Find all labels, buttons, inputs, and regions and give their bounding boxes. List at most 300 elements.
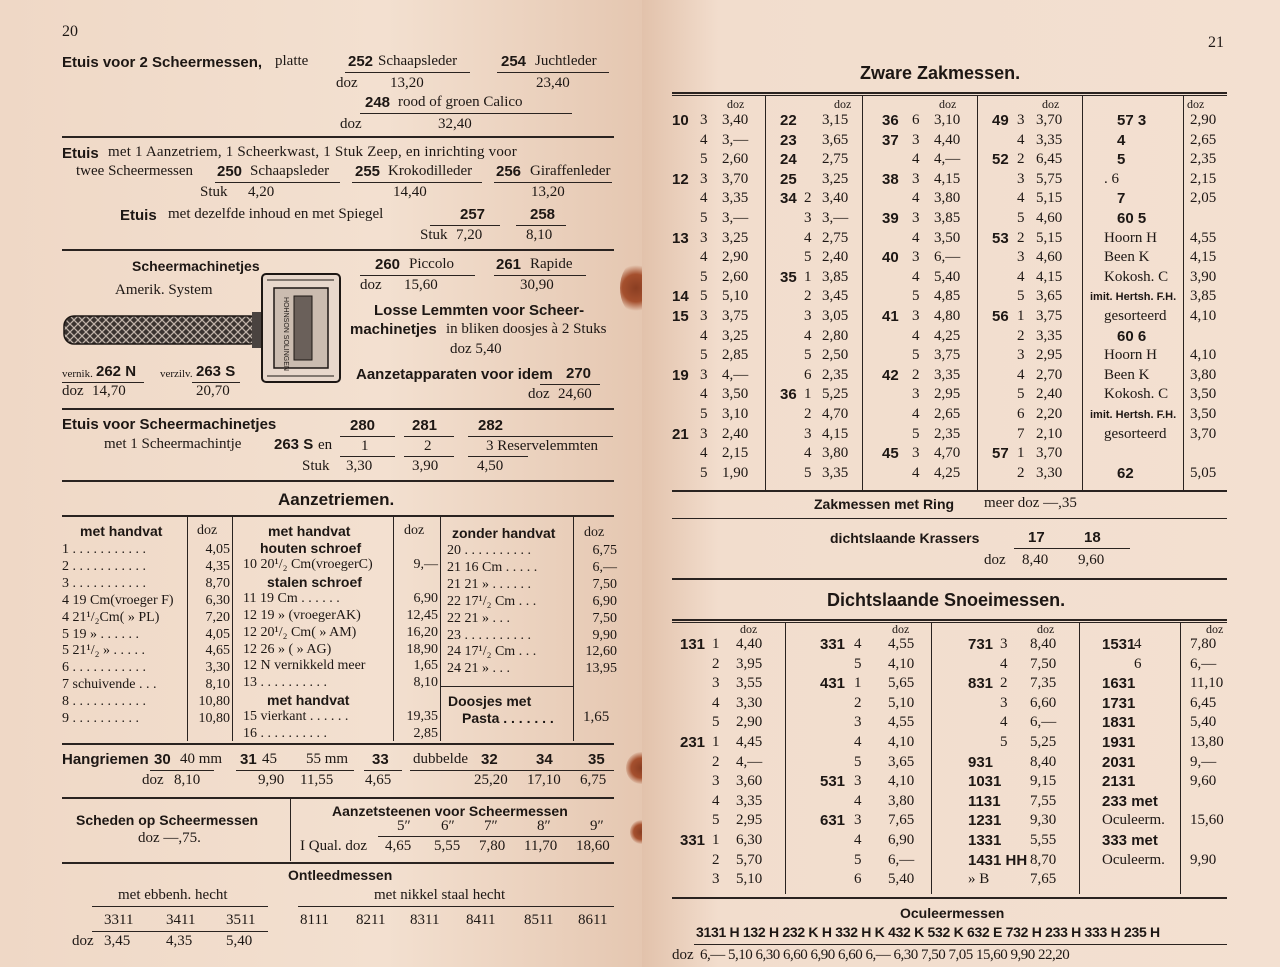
price-254: 23,40 xyxy=(536,75,570,91)
model-size: 1 xyxy=(854,675,862,692)
price: 3,50 xyxy=(722,386,749,403)
doz-label: doz xyxy=(72,933,94,949)
model-size: 4 xyxy=(1017,131,1025,148)
doz-label: doz xyxy=(142,772,164,788)
model-size: 3 xyxy=(912,210,920,226)
price: 4,60 xyxy=(1036,249,1063,266)
spiegel-label: met dezelfde inhoud en met Spiegel xyxy=(168,206,384,222)
price-32: 25,20 xyxy=(474,772,508,788)
price-35: 6,75 xyxy=(580,772,607,788)
price: 6,90 xyxy=(888,832,915,848)
price: 4,55 xyxy=(888,636,915,652)
size-40: 40 mm xyxy=(180,751,223,767)
price: 3,50 xyxy=(934,229,961,246)
price: 4,25 xyxy=(934,464,961,481)
doz-label: doz xyxy=(340,116,362,132)
scalpel-number: 3511 xyxy=(226,912,256,928)
item-256-label: Giraffenleder xyxy=(530,163,611,179)
model-size: 7 xyxy=(1017,425,1025,442)
model-number: 1731 xyxy=(1102,694,1136,712)
price: 3,— xyxy=(722,210,749,226)
col-head-doz: doz xyxy=(197,523,218,538)
price: 2,65 xyxy=(934,406,961,422)
price: 5,40 xyxy=(934,268,961,285)
model-number: 1431 HH xyxy=(968,851,1028,869)
model-size: 6 xyxy=(1017,406,1025,422)
stone-size: 5″ xyxy=(397,818,411,834)
model-size: 4 xyxy=(700,445,708,462)
model-size: 3 xyxy=(712,675,720,692)
model-number: 331 xyxy=(680,832,706,849)
model-size: 4 xyxy=(854,792,862,809)
price: 8,40 xyxy=(1030,753,1057,770)
stone-size: 8″ xyxy=(537,818,551,834)
model-label: Kokosh. C xyxy=(1104,268,1169,285)
row-label: 12 20¹/₂ Cm( » AM) xyxy=(243,624,357,640)
model-number: 39 xyxy=(882,210,899,227)
model-size: 2 xyxy=(712,655,720,672)
model-label: Been K xyxy=(1104,366,1150,383)
item-263-num: 263 S xyxy=(196,363,236,380)
price: 2,15 xyxy=(1190,170,1217,187)
model-size: 3 xyxy=(1017,112,1025,128)
model-size: 4 xyxy=(1017,190,1025,207)
price: 4,10 xyxy=(888,773,915,790)
model-number: 1231 xyxy=(968,812,1002,830)
size-55: 55 mm xyxy=(306,751,349,767)
model-size: 6 xyxy=(1134,655,1142,672)
price-248: 32,40 xyxy=(438,116,472,132)
aanzetsteenen-title: Aanzetsteenen voor Scheermessen xyxy=(332,803,568,819)
price: 3,75 xyxy=(722,308,749,324)
oculeer-prices: 6,— 5,10 6,30 6,60 6,90 6,60 6,— 6,30 7,50 7,05 15,60 9,90 22,20 xyxy=(700,947,1070,963)
model-size: 5 xyxy=(804,347,812,364)
price-18: 9,60 xyxy=(1078,552,1105,568)
item-257-num: 257 xyxy=(460,206,486,223)
row-label: 10 20¹/₂ Cm(vroegerC) xyxy=(243,557,373,572)
model-size: 3 xyxy=(712,773,720,790)
model-size: 4 xyxy=(712,694,720,711)
right-page xyxy=(642,0,1280,967)
price-17: 8,40 xyxy=(1022,552,1049,568)
price-255: 14,40 xyxy=(393,184,427,200)
price-261: 30,90 xyxy=(520,277,554,293)
row-label: 24 17¹/₂ Cm . . . xyxy=(447,644,537,660)
model-size: 4 xyxy=(912,406,920,422)
model-size: 5 xyxy=(700,288,708,305)
doz-header: doz xyxy=(1042,97,1060,111)
model-number: 531 xyxy=(820,773,846,791)
col2-head-1: met handvat xyxy=(268,523,351,539)
model-size: 3 xyxy=(1017,347,1025,364)
model-size: 3 xyxy=(700,229,708,246)
model-size: 2 xyxy=(804,406,812,422)
row-price: 8,70 xyxy=(205,575,230,591)
model-size: 3 xyxy=(1017,170,1025,187)
item-33-num: 33 xyxy=(372,751,389,768)
qty-281: 2 xyxy=(424,438,432,454)
stone-size: 9″ xyxy=(590,818,604,834)
price: 3,35 xyxy=(822,464,849,481)
item-31-num: 31 xyxy=(240,751,257,768)
row-price: 6,90 xyxy=(592,593,617,609)
model-number: 36 xyxy=(882,112,899,129)
model-number: 45 xyxy=(882,445,899,463)
etuis-aanzet-line2: twee Scheermessen xyxy=(76,163,194,179)
model-size: 3 xyxy=(912,308,920,324)
price: 2,75 xyxy=(822,151,849,168)
model-label: Been K xyxy=(1104,249,1150,266)
model-number: Oculeerm. xyxy=(1102,851,1165,868)
item-280-num: 280 xyxy=(350,417,376,434)
model-label: imit. Hertsh. F.H. xyxy=(1090,409,1177,421)
model-number: » B xyxy=(968,871,990,888)
price-31: 9,90 xyxy=(258,772,285,788)
item-262-num: 262 N xyxy=(96,363,137,380)
model-size: 4 xyxy=(804,445,812,462)
price: 3,25 xyxy=(722,229,749,246)
model-size: 5 xyxy=(700,347,708,364)
price: 4,15 xyxy=(1190,249,1217,266)
model-size: 5 xyxy=(1000,734,1008,750)
stone-price: 5,55 xyxy=(434,838,461,854)
price: 3,10 xyxy=(722,406,749,422)
model-size: 3 xyxy=(854,714,862,731)
item-263s-ref: 263 S xyxy=(274,436,314,453)
ontleed-title: Ontleedmessen xyxy=(288,867,393,883)
model-size: 6 xyxy=(804,366,812,383)
etuis-aanzet-line1: met 1 Aanzetriem, 1 Scheerkwast, 1 Stuk Zeep, en inrichting voor xyxy=(108,144,517,160)
row-label: 3 . . . . . . . . . . . xyxy=(62,575,146,591)
model-label: . 6 xyxy=(1104,170,1119,187)
model-number: 831 xyxy=(968,675,994,693)
model-size: 4 xyxy=(712,792,720,809)
price-256: 13,20 xyxy=(531,184,565,200)
model-number: 1331 xyxy=(968,832,1002,849)
price: 4,45 xyxy=(736,734,763,750)
price: 2,60 xyxy=(722,151,749,168)
losse-price: doz 5,40 xyxy=(450,341,502,357)
price: 3,35 xyxy=(934,366,961,383)
row-price: 1,65 xyxy=(413,658,438,674)
model-size: 1 xyxy=(712,636,720,652)
price: 2,15 xyxy=(722,445,749,462)
col3-head: zonder handvat xyxy=(452,525,556,541)
model-size: 4 xyxy=(700,327,708,344)
ring-price: meer doz —,35 xyxy=(984,495,1077,511)
model-size: 2 xyxy=(1017,464,1025,481)
model-number: 52 xyxy=(992,151,1009,169)
doz-label: doz xyxy=(62,383,84,399)
model-size: 4 xyxy=(912,190,920,207)
page-number: 20 xyxy=(62,23,78,40)
model-number: 231 xyxy=(680,734,706,751)
model-number: 49 xyxy=(992,112,1009,129)
scalpel-number: 3411 xyxy=(166,912,196,928)
price: 5,40 xyxy=(888,871,915,888)
row-price: 8,10 xyxy=(413,675,438,691)
price: 3,75 xyxy=(1036,308,1063,324)
price: 3,70 xyxy=(1036,112,1063,128)
col-head-doz: doz xyxy=(404,523,425,538)
model-number: 41 xyxy=(882,308,899,325)
row-label: 8 . . . . . . . . . . . xyxy=(62,694,146,710)
price: 6,45 xyxy=(1190,694,1217,711)
model-size: 5 xyxy=(804,464,812,481)
model-size: 5 xyxy=(700,151,708,168)
price: 3,85 xyxy=(822,268,849,285)
price: 3,50 xyxy=(1190,386,1217,403)
row-label: 4 19 Cm(vroeger F) xyxy=(62,592,174,608)
model-size: 4 xyxy=(912,151,920,168)
model-size: 3 xyxy=(912,131,920,148)
price: 5,65 xyxy=(888,675,915,692)
model-number: 34 xyxy=(780,190,797,208)
price: 4,10 xyxy=(888,734,915,750)
price: 3,65 xyxy=(822,131,849,148)
etuis-2-title: Etuis voor 2 Scheermessen, xyxy=(62,54,263,71)
price: 6,60 xyxy=(1030,694,1057,711)
price: 3,35 xyxy=(1036,327,1063,344)
row-price: 6,— xyxy=(592,559,617,575)
scalpel-number: 8411 xyxy=(466,912,496,928)
row-label: 21 21 » . . . . . . xyxy=(447,576,531,592)
en-label: en xyxy=(318,437,333,453)
model-size: 4 xyxy=(700,249,708,266)
price: 5,05 xyxy=(1190,464,1217,481)
price: 8,40 xyxy=(1030,636,1057,652)
item-255-label: Krokodilleder xyxy=(388,163,473,179)
model-size: 3 xyxy=(912,445,920,462)
row-price: 10,80 xyxy=(198,711,230,726)
losse-desc: in bliken doosjes à 2 Stuks xyxy=(446,321,607,337)
row-price: 6,90 xyxy=(413,590,438,606)
price: 5,10 xyxy=(736,871,763,888)
row-label: 22 17¹/₂ Cm . . . xyxy=(447,593,537,609)
model-label: imit. Hertsh. F.H. xyxy=(1090,291,1177,304)
model-size: 4 xyxy=(1017,366,1025,383)
model-size: 2 xyxy=(712,753,720,770)
price-34: 17,10 xyxy=(527,772,561,788)
price: 9,90 xyxy=(1190,851,1217,868)
row-price: 12,45 xyxy=(406,607,438,623)
row-label: 22 21 » . . . xyxy=(447,610,510,626)
price: 3,85 xyxy=(1190,288,1217,305)
price: 3,70 xyxy=(722,170,749,187)
price-281: 3,90 xyxy=(412,458,439,474)
etuis-machine-title: Etuis voor Scheermachinetjes xyxy=(62,416,277,433)
price: 6,— xyxy=(1190,655,1217,672)
price: 3,55 xyxy=(736,675,763,692)
price-262: 14,70 xyxy=(92,383,126,399)
etuis-2-platte: platte xyxy=(275,53,309,69)
model-size: 4 xyxy=(912,268,920,285)
doosjes-title: Doosjes met xyxy=(448,693,532,709)
row-label: 2 . . . . . . . . . . . xyxy=(62,558,146,574)
row-price: 4,35 xyxy=(205,558,230,574)
krassers-title: dichtslaande Krassers xyxy=(830,530,980,546)
model-size: 5 xyxy=(700,210,708,226)
price: 2,60 xyxy=(722,268,749,285)
row-price: 8,10 xyxy=(205,677,230,693)
model-size: 4 xyxy=(1134,636,1142,652)
price: 7,65 xyxy=(1030,871,1057,888)
price-258: 8,10 xyxy=(526,227,553,243)
model-number: 21 xyxy=(672,425,689,443)
price: 3,70 xyxy=(1036,445,1063,462)
row-price: 9,90 xyxy=(592,627,617,643)
row-label: 12 N vernikkeld meer xyxy=(243,658,366,674)
row-price: 13,95 xyxy=(585,661,617,677)
model-size: 4 xyxy=(912,464,920,481)
price: 4,10 xyxy=(1190,308,1217,324)
size-45: 45 xyxy=(262,751,277,767)
price: 4,15 xyxy=(934,170,961,187)
row-price: 2,85 xyxy=(413,726,438,741)
model-number: 15 xyxy=(672,308,689,325)
row-label: 9 . . . . . . . . . . xyxy=(62,711,139,726)
ring-title: Zakmessen met Ring xyxy=(814,496,955,512)
price: 2,95 xyxy=(1036,347,1063,364)
model-size: 5 xyxy=(700,464,708,481)
price: 7,65 xyxy=(888,812,915,829)
price: 2,65 xyxy=(1190,131,1217,148)
col2-head-2: houten schroef xyxy=(260,540,362,556)
model-size: 2 xyxy=(854,694,862,711)
model-size: 5 xyxy=(700,268,708,285)
model-label: 62 xyxy=(1117,464,1134,482)
row-price: 3,30 xyxy=(205,660,230,676)
model-number: 23 xyxy=(780,131,797,149)
price: 4,85 xyxy=(934,288,961,305)
model-number: 1531 xyxy=(1102,636,1136,653)
price: 3,— xyxy=(722,131,749,148)
row-price: 16,20 xyxy=(406,624,438,640)
row-label: 1 . . . . . . . . . . . xyxy=(62,542,146,557)
price: 2,35 xyxy=(822,366,849,383)
model-size: 4 xyxy=(1000,714,1008,731)
price-250: 4,20 xyxy=(248,184,275,200)
price: 2,95 xyxy=(934,386,961,403)
row-label: 4 21¹/₂Cm( » PL) xyxy=(62,609,160,625)
price: 3,05 xyxy=(822,308,849,324)
price-257: 7,20 xyxy=(456,227,483,243)
item-256-num: 256 xyxy=(496,163,522,180)
model-size: 5 xyxy=(912,288,920,305)
price: 5,25 xyxy=(822,386,849,403)
row-label: 6 . . . . . . . . . . . xyxy=(62,660,146,676)
subheading: stalen schroef xyxy=(267,573,362,590)
doz-header: doz xyxy=(1187,97,1205,111)
model-number: 233 met xyxy=(1102,792,1158,810)
price: 3,10 xyxy=(934,112,961,128)
model-label: 4 xyxy=(1117,131,1126,149)
doz-header: doz xyxy=(1206,622,1224,636)
scheden-price: doz —,75. xyxy=(138,830,201,846)
scalpel-price: 4,35 xyxy=(166,933,193,949)
price: 4,55 xyxy=(1190,229,1217,246)
model-size: 5 xyxy=(854,655,862,672)
price: 2,10 xyxy=(1036,425,1063,442)
model-number: 38 xyxy=(882,170,899,188)
row-price: 4,05 xyxy=(205,626,230,642)
row-price: 7,50 xyxy=(592,576,617,592)
item-281-num: 281 xyxy=(412,417,438,434)
price: 3,65 xyxy=(888,753,915,770)
price-282: 4,50 xyxy=(477,458,504,474)
model-number: 42 xyxy=(882,366,899,384)
model-size: 2 xyxy=(912,366,920,383)
model-size: 3 xyxy=(804,308,812,324)
price: 3,35 xyxy=(722,190,749,207)
model-number: 53 xyxy=(992,229,1009,247)
model-number: 331 xyxy=(820,636,846,653)
price: 3,65 xyxy=(1036,288,1063,305)
scalpel-number: 8311 xyxy=(410,912,440,928)
model-size: 2 xyxy=(1017,229,1025,246)
aanzetriemen-title: Aanzetriemen. xyxy=(278,490,395,509)
ontleed-ebbenh: met ebbenh. hecht xyxy=(118,887,228,903)
model-size: 2 xyxy=(1000,675,1008,692)
price: 9,15 xyxy=(1030,773,1057,790)
price: 7,80 xyxy=(1190,636,1217,652)
etuis-word: Etuis xyxy=(62,145,99,162)
item-255-num: 255 xyxy=(355,163,381,180)
scalpel-number: 3311 xyxy=(104,912,134,928)
model-number: 10 xyxy=(672,112,689,129)
doz-label: doz xyxy=(360,277,382,293)
item-18-num: 18 xyxy=(1084,529,1101,546)
price: 5,10 xyxy=(888,694,915,711)
item-35-num: 35 xyxy=(588,751,605,768)
model-number: 13 xyxy=(672,229,689,247)
item-258-num: 258 xyxy=(530,206,556,223)
price: 1,90 xyxy=(722,464,749,481)
price: 4,25 xyxy=(934,327,961,344)
row-price: 10,80 xyxy=(198,694,230,710)
model-size: 4 xyxy=(912,229,920,246)
price: 3,35 xyxy=(1036,131,1063,148)
price: 4,— xyxy=(736,753,763,770)
model-size: 5 xyxy=(700,406,708,422)
price: 15,60 xyxy=(1190,812,1224,829)
price: 2,35 xyxy=(934,425,961,442)
price: 4,70 xyxy=(822,406,849,422)
model-number: 131 xyxy=(680,636,706,653)
model-number: 431 xyxy=(820,675,846,693)
oculeer-title: Oculeermessen xyxy=(900,905,1005,921)
item-270-num: 270 xyxy=(566,365,592,382)
price-33: 4,65 xyxy=(365,772,392,788)
stone-price: 11,70 xyxy=(524,838,558,854)
model-size: 4 xyxy=(854,832,862,848)
row-label: 23 . . . . . . . . . . xyxy=(447,627,531,643)
model-number: 40 xyxy=(882,249,899,267)
model-size: 4 xyxy=(700,131,708,148)
row-label: 24 21 » . . . xyxy=(447,661,510,677)
model-size: 5 xyxy=(1017,288,1025,305)
price: 3,30 xyxy=(1036,464,1063,481)
snoei-title: Dichtslaande Snoeimessen. xyxy=(827,590,1066,610)
price: 2,90 xyxy=(1190,112,1217,128)
dubbelde-label: dubbelde xyxy=(413,751,468,767)
model-size: 3 xyxy=(912,386,920,403)
item-260-num: 260 xyxy=(375,256,401,273)
price: 3,— xyxy=(822,210,849,226)
item-17-num: 17 xyxy=(1028,529,1045,546)
price: 5,75 xyxy=(1036,170,1063,187)
model-number: 56 xyxy=(992,308,1009,325)
